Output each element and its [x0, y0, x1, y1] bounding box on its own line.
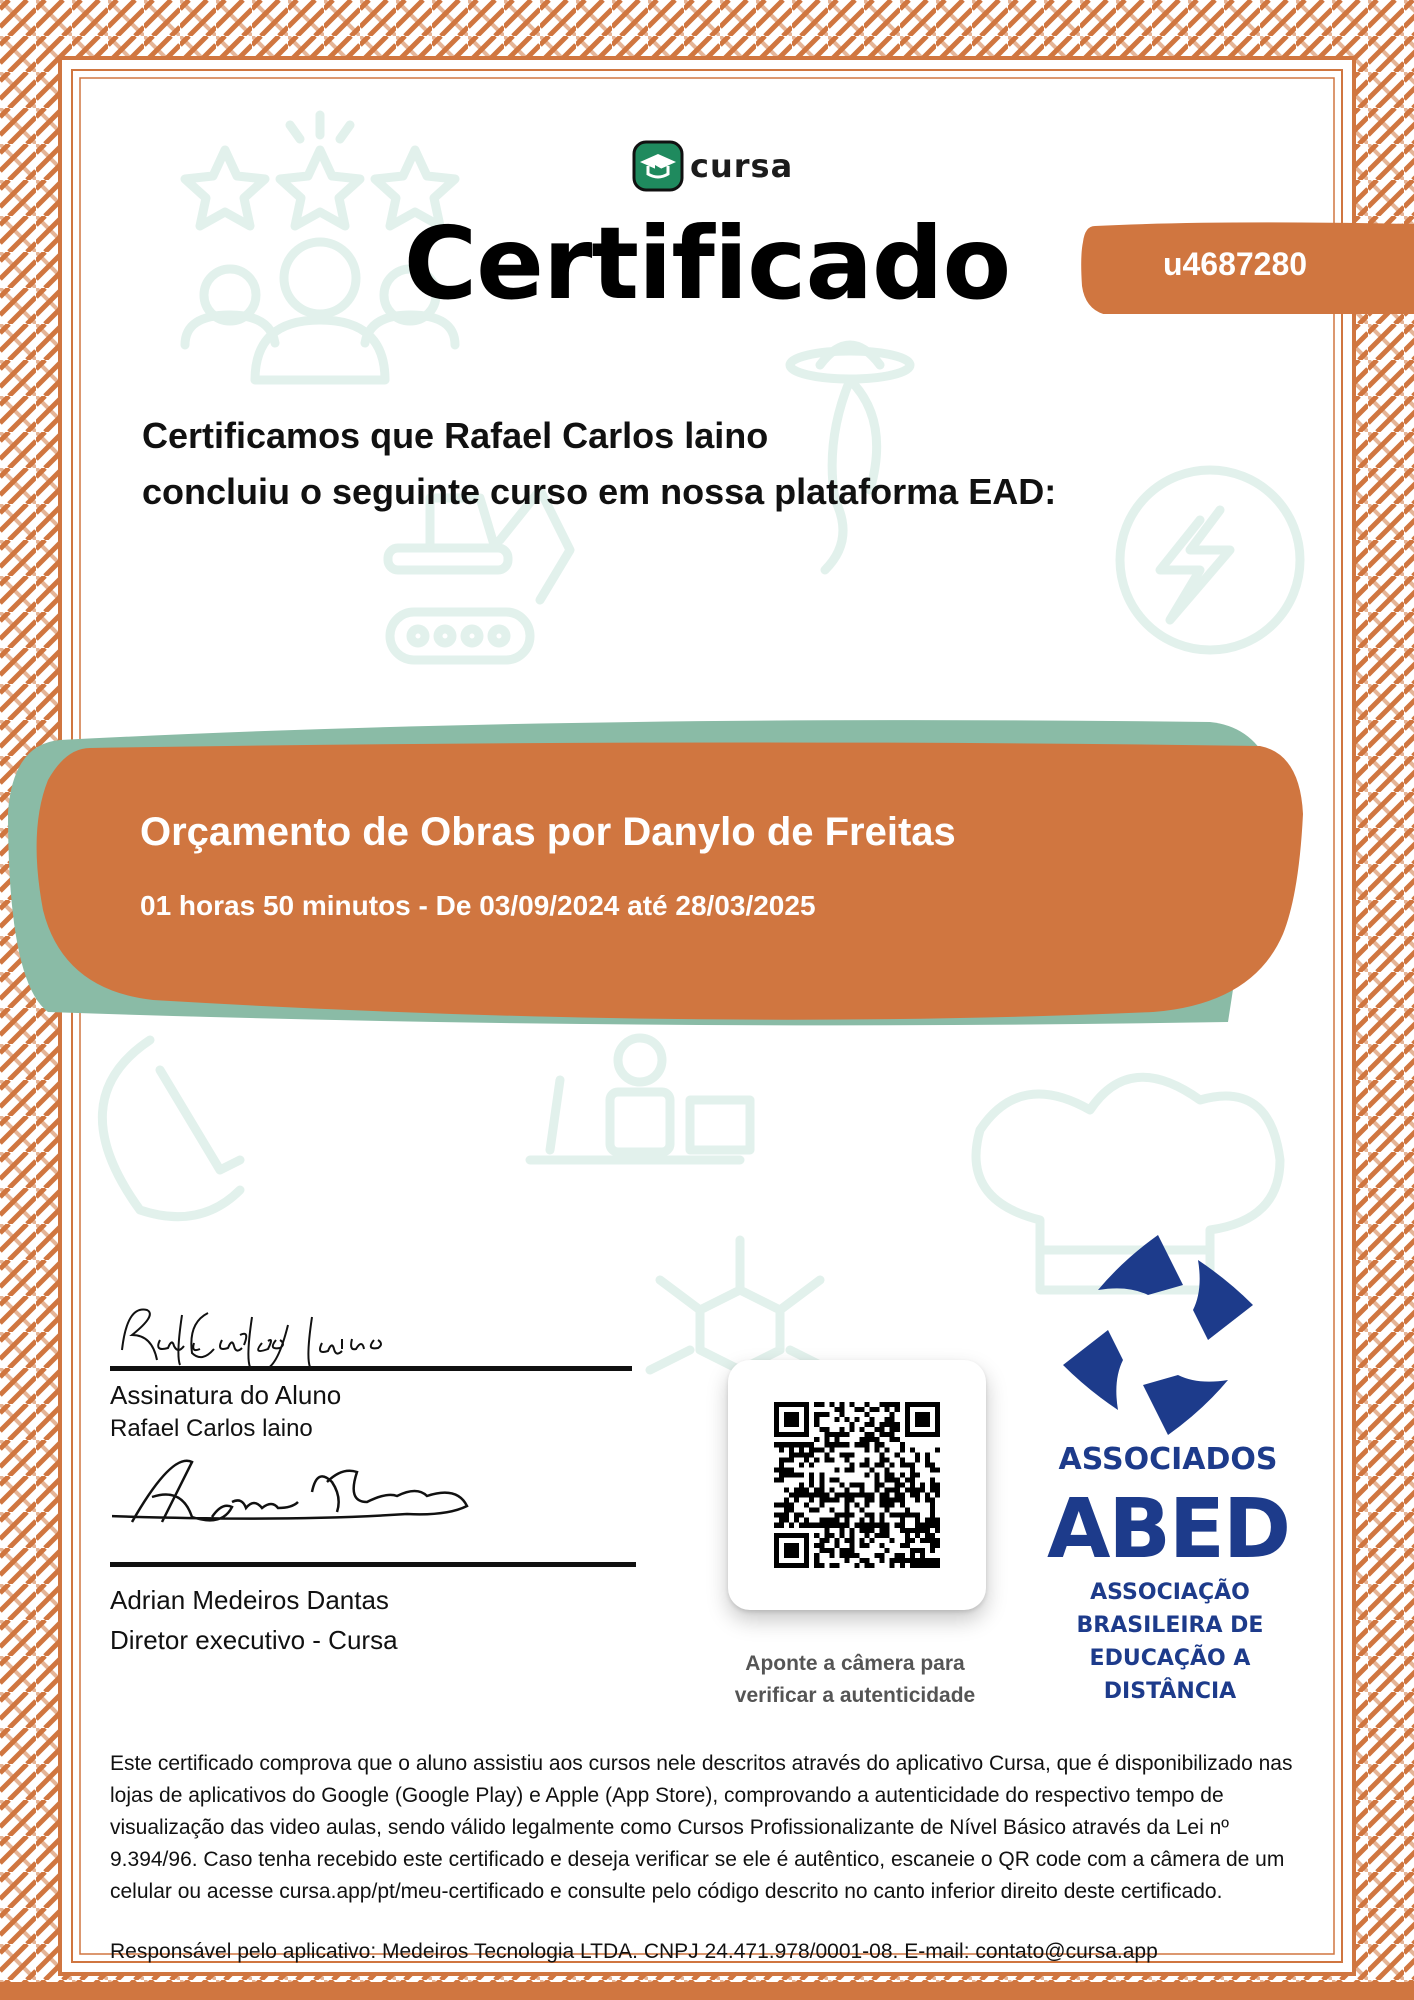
qr-code [774, 1402, 940, 1568]
abed-full-line4: DISTÂNCIA [1103, 1679, 1237, 1704]
graduation-cap-play-icon [632, 140, 684, 192]
statement-prefix: Certificamos que [142, 415, 435, 456]
statement-line2: concluiu o seguinte curso em nossa plataforma EAD: [142, 471, 1057, 512]
footer-responsible: Responsável pelo aplicativo: Medeiros Tecnologia LTDA. CNPJ 24.471.978/0001-08. E-mail: contato@cursa.app [110, 1940, 1158, 1963]
director-signature-line [110, 1562, 636, 1567]
abed-full-line2: BRASILEIRA DE [1076, 1613, 1264, 1638]
student-signature-caption [110, 1378, 341, 1446]
director-signature [112, 1452, 512, 1552]
certificate-code: u4687280 [1162, 246, 1308, 282]
qr-caption [700, 1648, 1010, 1712]
student-name: Rafael Carlos laino [444, 415, 769, 456]
course-meta: 01 horas 50 minutos - De 03/09/2024 até 28/03/2025 [140, 890, 816, 921]
qr-caption-line1: Aponte a câmera para [745, 1652, 965, 1675]
abed-full-line1: ASSOCIAÇÃO [1090, 1580, 1250, 1605]
director-role: Diretor executivo - Cursa [110, 1625, 398, 1655]
student-signature-line [110, 1366, 632, 1371]
director-caption [110, 1580, 398, 1660]
logo-text: cursa [690, 147, 794, 185]
cursa-logo [632, 140, 793, 192]
abed-full-line3: EDUCAÇÃO A [1089, 1646, 1251, 1671]
course-title: Orçamento de Obras por Danylo de Freitas [140, 810, 956, 854]
certificate-title: Certificado [403, 205, 1011, 322]
abed-name: ABED [1046, 1482, 1290, 1577]
student-printed-name: Rafael Carlos laino [110, 1415, 313, 1442]
abed-full-name [1030, 1576, 1310, 1708]
director-name: Adrian Medeiros Dantas [110, 1585, 389, 1615]
certification-statement [142, 408, 1056, 520]
footer-legal-text: Este certificado comprova que o aluno assistiu aos cursos nele descritos através do aplicativo Cursa, que é disponibilizado nas lojas de aplicativos do Google (Google Play) e Apple (App Store), comprovando a autenticidade do respectivo tempo de visualização das video aulas, sendo válido legalmente como Cursos Profissionalizante de Nível Básico através da Lei nº 9.394/96. Caso tenha recebido este certificado e deseja verificar se ele é autêntico, escaneie o QR code com a câmera de um celular ou acesse cursa.app/pt/meu-certificado e consulte pelo código descrito no canto inferior direito deste certificado. [110, 1752, 1293, 1903]
student-signature [112, 1295, 432, 1375]
qr-caption-line2: verificar a autenticidade [734, 1684, 976, 1707]
qr-code-card[interactable] [728, 1360, 986, 1610]
abed-logo-icon [1058, 1230, 1258, 1440]
course-band [0, 680, 1414, 1060]
abed-associados: ASSOCIADOS [1058, 1442, 1278, 1477]
student-label: Assinatura do Aluno [110, 1380, 342, 1410]
